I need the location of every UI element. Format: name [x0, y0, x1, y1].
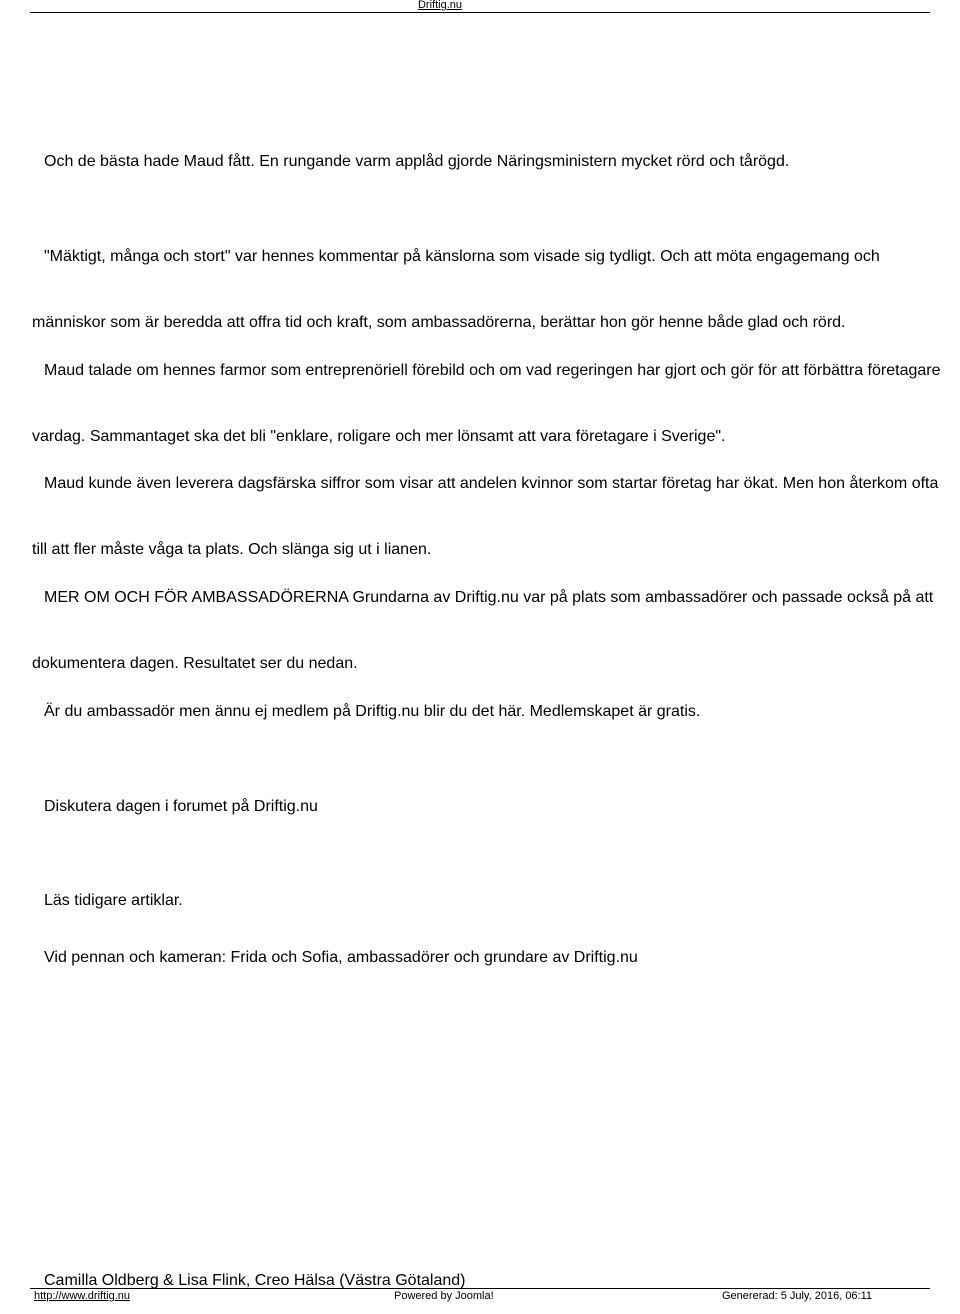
footer-site-link[interactable]: http://www.driftig.nu: [34, 1290, 130, 1302]
paragraph-line: "Mäktigt, många och stort" var hennes kommentar på känslorna som visade sig tydligt. Och att möta engagemang och: [44, 248, 880, 265]
paragraph-line: dokumentera dagen. Resultatet ser du nedan.: [32, 655, 358, 672]
paragraph-line: människor som är beredda att offra tid och kraft, som ambassadörerna, berättar hon gör henne både glad och rörd.: [32, 314, 846, 331]
footer-generated-date: Genererad: 5 July, 2016, 06:11: [722, 1290, 873, 1302]
paragraph-membership: [44, 657, 700, 745]
paragraph-line: Vid pennan och kameran: Frida och Sofia, ambassadörer och grundare av Driftig.nu: [44, 949, 638, 966]
paragraph-byline: [44, 903, 638, 991]
paragraph-applause: [44, 107, 789, 195]
paragraph-line: Och de bästa hade Maud fått. En rungande varm applåd gjorde Näringsministern mycket rörd och tårögd.: [44, 153, 790, 170]
paragraph-line: vardag. Sammantaget ska det bli "enklare, roligare och mer lönsamt att vara företagare i Sverige".: [32, 428, 726, 445]
paragraph-forum: [44, 752, 318, 840]
paragraph-line: MER OM OCH FÖR AMBASSADÖRERNA Grundarna av Driftig.nu var på plats som ambassadörer och passade också på att: [44, 589, 934, 606]
site-title-link[interactable]: Driftig.nu: [417, 0, 463, 11]
footer-powered-by: Powered by Joomla!: [394, 1290, 494, 1302]
forum-link[interactable]: Diskutera dagen i forumet på Driftig.nu: [44, 798, 318, 815]
header-divider: [30, 12, 930, 13]
earlier-articles-link[interactable]: Läs tidigare artiklar.: [44, 892, 183, 909]
paragraph-line: till att fler måste våga ta plats. Och slänga sig ut i lianen.: [32, 541, 432, 558]
paragraph-line: Camilla Oldberg & Lisa Flink, Creo Hälsa (Västra Götaland): [44, 1272, 466, 1289]
paragraph-line: Maud kunde även leverera dagsfärska siffror som visar att andelen kvinnor som startar företag har ökat. Men hon återkom ofta: [44, 475, 939, 492]
membership-link[interactable]: Är du ambassadör men ännu ej medlem på Driftig.nu blir du det här. Medlemskapet är gratis.: [44, 703, 701, 720]
paragraph-line: Maud talade om hennes farmor som entreprenöriell förebild och om vad regeringen har gjort och gör för att förbättra företagare: [44, 362, 941, 379]
footer-divider: [30, 1288, 930, 1289]
